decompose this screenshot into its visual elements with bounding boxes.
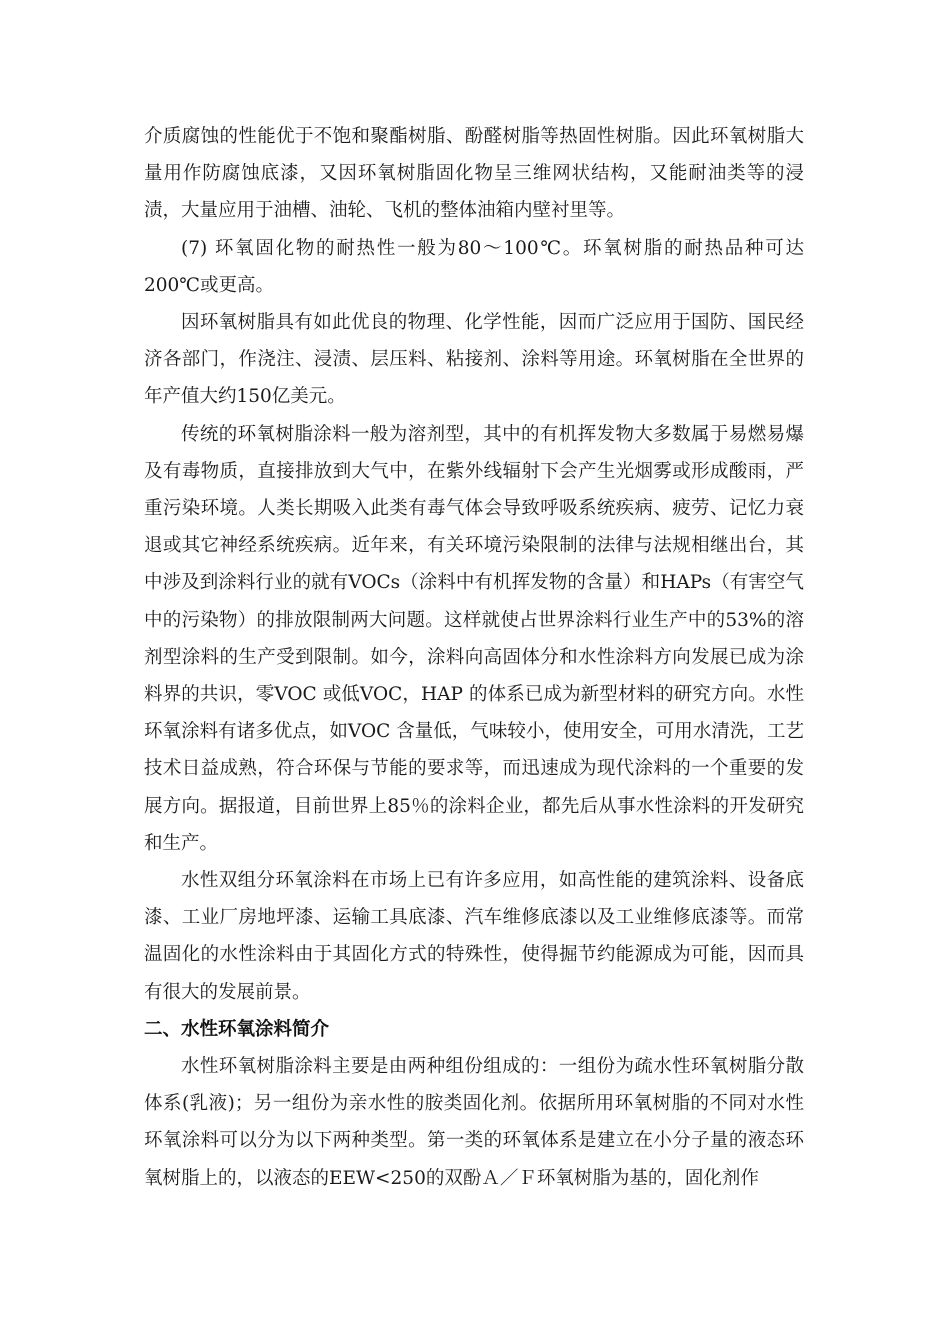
paragraph-two-component: 水性双组分环氧涂料在市场上已有许多应用，如高性能的建筑涂料、设备底漆、工业厂房地坪漆、运输工具底漆、汽车维修底漆以及工业维修底漆等。而常温固化的水性涂料由于其固化方式的特殊性，使得掘节约能源成为可能，因而具有很大的发展前景。: [144, 870, 804, 1003]
paragraph-traditional-coatings: 传统的环氧树脂涂料一般为溶剂型，其中的有机挥发物大多数属于易燃易爆及有毒物质，直接排放到大气中，在紫外线辐射下会产生光烟雾或形成酸雨，严重污染环境。人类长期吸入此类有毒气体会导致呼吸系统疾病、疲劳、记忆力衰退或其它神经系统疾病。近年来，有关环境污染限制的法律与法规相继出台，其中涉及到涂料行业的就有VOCs（涂料中有机挥发物的含量）和HAPs（有害空气中的污染物）的排放限制两大问题。这样就使占世界涂料行业生产中的53%的溶剂型涂料的生产受到限制。如今，涂料向高固体分和水性涂料方向发展已成为涂料界的共识，零VOC 或低VOC，HAP 的体系已成为新型材料的研究方向。水性环氧涂料有诸多优点，如VOC 含量低，气味较小，使用安全，可用水清洗，工艺技术日益成熟，符合环保与节能的要求等，而迅速成为现代涂料的一个重要的发展方向。据报道，目前世界上85％的涂料企业，都先后从事水性涂料的开发研究和生产。: [144, 423, 804, 854]
document-body: [144, 118, 804, 1197]
paragraph-heat-resistance: (7) 环氧固化物的耐热性一般为80～100℃。环氧树脂的耐热品种可达200℃或更高。: [144, 237, 804, 296]
paragraph-continuation: 介质腐蚀的性能优于不饱和聚酯树脂、酚醛树脂等热固性树脂。因此环氧树脂大量用作防腐蚀底漆，又因环氧树脂固化物呈三维网状结构，又能耐油类等的浸渍，大量应用于油槽、油轮、飞机的整体油箱内壁衬里等。: [144, 126, 804, 222]
section-heading: 二、水性环氧涂料简介: [144, 1018, 330, 1040]
paragraph-section-intro: 水性环氧树脂涂料主要是由两种组份组成的：一组份为疏水性环氧树脂分散体系(乳液)；另一组份为亲水性的胺类固化剂。依据所用环氧树脂的不同对水性环氧涂料可以分为以下两种类型。第一类的环氧体系是建立在小分子量的液态环氧树脂上的，以液态的EEW<250的双酚Ａ／Ｆ环氧树脂为基的，固化剂作: [144, 1056, 804, 1189]
paragraph-applications: 因环氧树脂具有如此优良的物理、化学性能，因而广泛应用于国防、国民经济各部门，作浇注、浸渍、层压料、粘接剂、涂料等用途。环氧树脂在全世界的年产值大约150亿美元。: [144, 312, 804, 408]
